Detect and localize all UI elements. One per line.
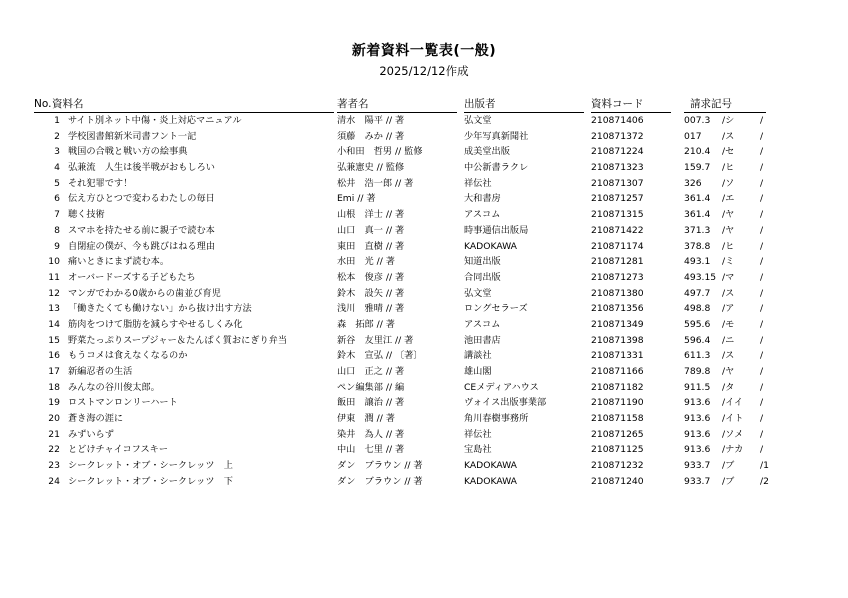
- table-row: [0, 129, 848, 145]
- row-publisher: 池田書店: [464, 334, 501, 346]
- row-material-code: 210871182: [591, 381, 644, 393]
- row-author-mark: /マ: [722, 271, 735, 283]
- row-author-mark: /ヤ: [722, 209, 735, 221]
- row-classification: 913.6: [684, 413, 711, 425]
- row-publisher: 弘文堂: [464, 287, 492, 299]
- row-author: 鈴木 設矢 // 著: [337, 287, 405, 299]
- row-classification: 378.8: [684, 240, 711, 252]
- row-material-code: 210871356: [591, 303, 644, 315]
- row-volume: /: [760, 303, 764, 315]
- row-publisher: 弘文堂: [464, 115, 492, 126]
- row-material-code: 210871406: [591, 115, 644, 126]
- row-volume: /: [760, 162, 764, 174]
- table-row: [0, 380, 848, 396]
- row-volume: /: [760, 240, 764, 252]
- row-author: 山根 洋士 // 著: [337, 209, 405, 221]
- row-author-mark: /ブ: [722, 460, 735, 472]
- row-publisher: KADOKAWA: [464, 240, 517, 252]
- row-classification: 361.4: [684, 209, 711, 221]
- row-title: シークレット・オブ・シークレッツ 上: [68, 460, 233, 472]
- col-header-title: 資料名: [34, 97, 334, 113]
- row-publisher: 雄山閣: [464, 366, 492, 377]
- row-title: もうコメは食えなくなるのか: [68, 350, 188, 362]
- row-volume: /: [760, 428, 764, 440]
- table-row: [0, 301, 848, 317]
- row-publisher: KADOKAWA: [464, 460, 517, 472]
- row-author: ペン編集部 // 編: [337, 381, 405, 393]
- row-classification: 498.8: [684, 303, 711, 315]
- row-number: 6: [54, 193, 60, 205]
- row-publisher: 成美堂出版: [464, 146, 510, 158]
- table-row: [0, 223, 848, 239]
- row-volume: /: [760, 444, 764, 456]
- row-author-mark: /ア: [722, 303, 735, 315]
- row-volume: /: [760, 271, 764, 283]
- row-material-code: 210871166: [591, 366, 644, 377]
- row-title: 聴く技術: [68, 209, 105, 221]
- table-row: [0, 160, 848, 176]
- row-volume: /2: [760, 475, 769, 487]
- row-publisher: CEメディアハウス: [464, 381, 539, 393]
- row-title: みんなの谷川俊太郎。: [68, 381, 160, 393]
- row-classification: 007.3: [684, 115, 711, 126]
- row-material-code: 210871398: [591, 334, 644, 346]
- row-author: 飯田 譲治 // 著: [337, 397, 405, 409]
- table-row: [0, 239, 848, 255]
- row-author: 山口 真一 // 著: [337, 224, 405, 236]
- row-publisher: ロングセラーズ: [464, 303, 528, 315]
- row-title: 自閉症の僕が、今も跳びはねる理由: [68, 240, 215, 252]
- row-number: 15: [48, 334, 60, 346]
- row-number: 16: [48, 350, 60, 362]
- table-row: [0, 207, 848, 223]
- row-number: 24: [48, 475, 60, 487]
- row-title: オーバードーズする子どもたち: [68, 271, 196, 283]
- row-author: 松本 俊彦 // 著: [337, 271, 405, 283]
- row-title: 痛いときにまず読む本。: [68, 256, 170, 268]
- row-volume: /: [760, 256, 764, 268]
- row-title: スマホを持たせる前に親子で読む本: [68, 224, 215, 236]
- row-classification: 913.6: [684, 397, 711, 409]
- table-row: [0, 286, 848, 302]
- table-row: [0, 442, 848, 458]
- row-volume: /: [760, 224, 764, 236]
- row-number: 19: [48, 397, 60, 409]
- row-material-code: 210871265: [591, 428, 644, 440]
- row-author-mark: /ス: [722, 350, 735, 362]
- row-title: マンガでわかる0歳からの歯並び育児: [68, 287, 221, 299]
- row-author: 須藤 みか // 著: [337, 130, 405, 142]
- row-volume: /1: [760, 460, 769, 472]
- table-row: [0, 474, 848, 490]
- row-material-code: 210871224: [591, 146, 644, 158]
- row-volume: /: [760, 146, 764, 158]
- row-author: 清水 陽平 // 著: [337, 115, 405, 126]
- row-material-code: 210871422: [591, 224, 644, 236]
- row-number: 10: [48, 256, 60, 268]
- created-date: 2025/12/12作成: [379, 64, 469, 78]
- row-material-code: 210871190: [591, 397, 644, 409]
- row-author-mark: /ス: [722, 287, 735, 299]
- row-volume: /: [760, 130, 764, 142]
- row-number: 3: [54, 146, 60, 158]
- row-volume: /: [760, 177, 764, 189]
- row-publisher: ヴォイス出版事業部: [464, 397, 547, 409]
- row-title: 弘兼流 人生は後半戦がおもしろい: [68, 162, 215, 174]
- row-title: 新編忍者の生活: [68, 366, 133, 377]
- row-classification: 326: [684, 177, 702, 189]
- row-author-mark: /ヤ: [722, 366, 735, 377]
- row-author-mark: /タ: [722, 381, 735, 393]
- row-author: 森 拓郎 // 著: [337, 318, 395, 330]
- row-number: 1: [54, 115, 60, 126]
- row-title: それ犯罪です！: [68, 177, 133, 189]
- row-author: 水田 光 // 著: [337, 256, 395, 268]
- row-author: ダン ブラウン // 著: [337, 460, 423, 472]
- row-publisher: 角川春樹事務所: [464, 413, 529, 425]
- table-row: [0, 191, 848, 207]
- row-title: とどけチャイコフスキー: [68, 444, 169, 456]
- row-author: 小和田 哲男 // 監修: [337, 146, 423, 158]
- row-author: 鈴木 宣弘 // 〔著〕: [337, 350, 423, 362]
- row-publisher: 大和書房: [464, 193, 501, 205]
- row-material-code: 210871372: [591, 130, 644, 142]
- row-title: 戦国の合戦と戦い方の絵事典: [68, 146, 188, 158]
- table-row: [0, 411, 848, 427]
- row-number: 17: [48, 366, 60, 377]
- row-classification: 596.4: [684, 334, 711, 346]
- row-author-mark: /セ: [722, 146, 735, 158]
- row-volume: /: [760, 334, 764, 346]
- row-author: 松井 浩一郎 // 著: [337, 177, 414, 189]
- row-title: 蒼き海の涯に: [68, 413, 124, 425]
- row-classification: 913.6: [684, 444, 711, 456]
- row-title: 野菜たっぷりスープジャー＆たんぱく質おにぎり弁当: [68, 334, 288, 346]
- row-author: 染井 為人 // 著: [337, 428, 405, 440]
- table-row: [0, 458, 848, 474]
- row-volume: /: [760, 413, 764, 425]
- row-material-code: 210871273: [591, 271, 644, 283]
- row-author: 浅川 雅晴 // 著: [337, 303, 405, 315]
- row-author-mark: /ヒ: [722, 240, 735, 252]
- row-classification: 210.4: [684, 146, 711, 158]
- row-author-mark: /ヤ: [722, 224, 735, 236]
- table-row: [0, 270, 848, 286]
- row-title: 「働きたくても働けない」から抜け出す方法: [68, 303, 252, 315]
- row-volume: /: [760, 193, 764, 205]
- row-volume: /: [760, 397, 764, 409]
- row-author-mark: /ニ: [722, 334, 735, 346]
- row-number: 12: [48, 287, 60, 299]
- row-volume: /: [760, 350, 764, 362]
- row-number: 8: [54, 224, 60, 236]
- row-publisher: 合同出版: [464, 271, 501, 283]
- row-publisher: KADOKAWA: [464, 475, 517, 487]
- row-author-mark: /ス: [722, 130, 735, 142]
- page-title: 新着資料一覧表(一般): [351, 43, 497, 59]
- table-row: [0, 364, 848, 380]
- row-number: 13: [48, 303, 60, 315]
- row-classification: 911.5: [684, 381, 711, 393]
- row-material-code: 210871307: [591, 177, 644, 189]
- row-material-code: 210871240: [591, 475, 644, 487]
- table-row: [0, 144, 848, 160]
- row-author-mark: /シ: [722, 115, 735, 126]
- row-title: みずいらず: [68, 428, 114, 440]
- row-material-code: 210871232: [591, 460, 644, 472]
- row-classification: 933.7: [684, 460, 711, 472]
- row-classification: 017: [684, 130, 702, 142]
- row-author: ダン ブラウン // 著: [337, 475, 423, 487]
- row-classification: 159.7: [684, 162, 711, 174]
- row-material-code: 210871323: [591, 162, 644, 174]
- row-author-mark: /エ: [722, 193, 735, 205]
- row-volume: /: [760, 209, 764, 221]
- table-row: [0, 176, 848, 192]
- row-volume: /: [760, 381, 764, 393]
- row-author-mark: /ブ: [722, 475, 735, 487]
- row-material-code: 210871257: [591, 193, 644, 205]
- row-classification: 789.8: [684, 366, 711, 377]
- col-header-call-number: 請求記号: [684, 97, 766, 113]
- row-classification: 497.7: [684, 287, 711, 299]
- row-title: 伝え方ひとつで変わるわたしの毎日: [68, 193, 215, 205]
- row-volume: /: [760, 287, 764, 299]
- row-title: 学校図書館新米司書フント一記: [68, 130, 197, 142]
- row-material-code: 210871331: [591, 350, 644, 362]
- row-publisher: アスコム: [464, 318, 501, 330]
- table-row: [0, 427, 848, 443]
- row-classification: 371.3: [684, 224, 711, 236]
- row-author: 弘兼憲史 // 監修: [337, 162, 405, 174]
- row-title: 筋肉をつけて脂肪を減らすやせるしくみ化: [68, 318, 243, 330]
- col-header-code: 資料コード: [591, 97, 671, 113]
- row-publisher: 中公新書ラクレ: [464, 162, 529, 174]
- row-classification: 493.15: [684, 271, 717, 283]
- row-classification: 493.1: [684, 256, 711, 268]
- row-material-code: 210871349: [591, 318, 644, 330]
- table-row: [0, 113, 848, 129]
- row-number: 22: [48, 444, 60, 456]
- row-number: 14: [48, 318, 60, 330]
- row-publisher: 知道出版: [464, 256, 501, 268]
- table-row: [0, 333, 848, 349]
- material-list: [0, 113, 848, 490]
- row-publisher: 時事通信出版局: [464, 224, 529, 236]
- row-author: 東田 直樹 // 著: [337, 240, 405, 252]
- row-material-code: 210871281: [591, 256, 644, 268]
- row-classification: 933.7: [684, 475, 711, 487]
- col-header-no: No.: [34, 98, 52, 110]
- row-author: Emi // 著: [337, 193, 376, 205]
- row-classification: 361.4: [684, 193, 711, 205]
- row-author: 山口 正之 // 著: [337, 366, 405, 377]
- row-material-code: 210871158: [591, 413, 644, 425]
- row-title: シークレット・オブ・シークレッツ 下: [68, 475, 233, 487]
- row-author-mark: /ナカ: [722, 444, 744, 456]
- row-author: 中山 七里 // 著: [337, 444, 405, 456]
- row-author-mark: /イイ: [722, 397, 744, 409]
- row-material-code: 210871315: [591, 209, 644, 221]
- row-number: 7: [54, 209, 60, 221]
- row-publisher: アスコム: [464, 209, 501, 221]
- row-number: 11: [48, 271, 60, 283]
- row-classification: 595.6: [684, 318, 711, 330]
- table-row: [0, 317, 848, 333]
- row-author-mark: /ソメ: [722, 428, 744, 440]
- row-material-code: 210871380: [591, 287, 644, 299]
- row-classification: 611.3: [684, 350, 711, 362]
- row-title: ロストマンロンリーハート: [68, 397, 178, 409]
- row-number: 5: [54, 177, 60, 189]
- row-number: 20: [48, 413, 60, 425]
- row-number: 23: [48, 460, 60, 472]
- table-row: [0, 348, 848, 364]
- row-title: サイト別ネット中傷・炎上対応マニュアル: [68, 115, 242, 126]
- table-row: [0, 395, 848, 411]
- row-volume: /: [760, 318, 764, 330]
- row-volume: /: [760, 115, 764, 126]
- row-publisher: 祥伝社: [464, 177, 492, 189]
- row-number: 21: [48, 428, 60, 440]
- row-publisher: 宝島社: [464, 444, 492, 456]
- row-author-mark: /イト: [722, 413, 744, 425]
- row-author-mark: /モ: [722, 318, 735, 330]
- row-author: 伊東 潤 // 著: [337, 413, 395, 425]
- row-volume: /: [760, 366, 764, 377]
- row-author-mark: /ソ: [722, 177, 735, 189]
- col-header-author: 著者名: [337, 97, 457, 113]
- row-number: 4: [54, 162, 60, 174]
- row-number: 2: [54, 130, 60, 142]
- table-row: [0, 254, 848, 270]
- row-number: 9: [54, 240, 60, 252]
- row-material-code: 210871125: [591, 444, 644, 456]
- row-author-mark: /ヒ: [722, 162, 735, 174]
- row-material-code: 210871174: [591, 240, 644, 252]
- row-number: 18: [48, 381, 60, 393]
- row-publisher: 少年写真新聞社: [464, 130, 529, 142]
- col-header-publisher: 出版者: [464, 97, 584, 113]
- row-publisher: 祥伝社: [464, 428, 492, 440]
- row-author: 新谷 友里江 // 著: [337, 334, 414, 346]
- row-publisher: 講談社: [464, 350, 492, 362]
- row-classification: 913.6: [684, 428, 711, 440]
- row-author-mark: /ミ: [722, 256, 735, 268]
